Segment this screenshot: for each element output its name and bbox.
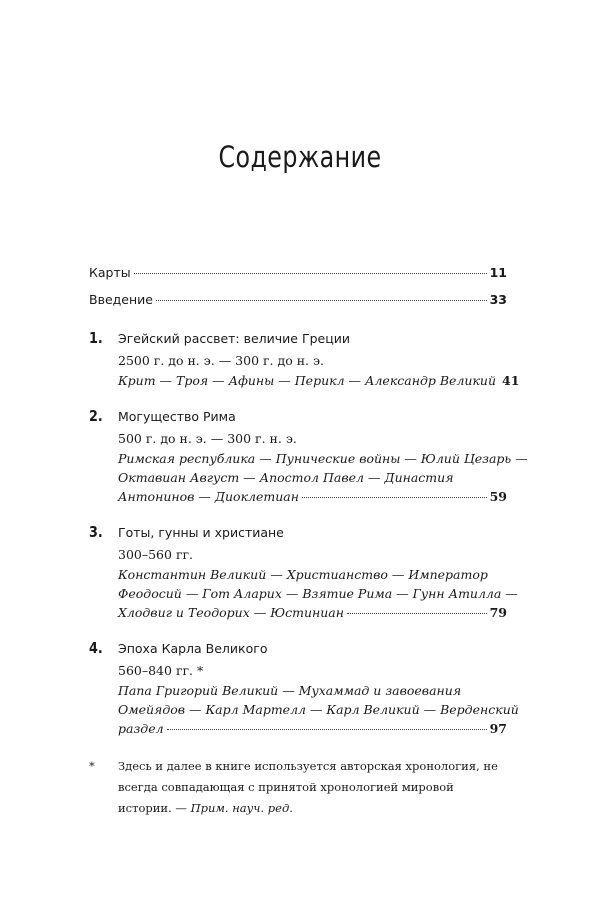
page-title: Содержание (218, 140, 382, 174)
chapter-dates: 300–560 гг. (118, 547, 194, 562)
chapter-topics: Феодосий — Гот Аларих — Взятие Рима — Гунн Атилла — (118, 586, 518, 601)
chapter-topics-last-line[interactable] (118, 605, 507, 620)
toc-entry-maps[interactable] (89, 265, 507, 280)
toc-entry-label: Введение (89, 292, 153, 307)
toc-page-number: 11 (489, 265, 507, 280)
toc-page-number: 59 (489, 489, 507, 504)
chapter-title[interactable]: Могущество Рима (118, 409, 236, 424)
toc-page-number: 33 (489, 292, 507, 307)
chapter-topics: Омейядов — Карл Мартелл — Карл Великий — Верденский (118, 702, 519, 717)
dot-leader (167, 729, 487, 730)
footnote-text: Здесь и далее в книге используется авторская хронология, не всегда совпадающая с принятой хронологией мировой истории. — (118, 759, 498, 815)
footnote-body (118, 756, 509, 819)
chapter-dates: 2500 г. до н. э. — 300 г. до н. э. (118, 353, 324, 368)
dot-leader (302, 497, 487, 498)
chapter-number: 3. (89, 523, 103, 541)
toc-page-number: 79 (489, 605, 507, 620)
toc-page-number: 41 (502, 373, 520, 388)
chapter-topics: раздел (118, 721, 164, 736)
footnote-mark: * (89, 759, 95, 773)
chapter-topics: Крит — Троя — Афины — Перикл — Александр Великий (118, 373, 497, 388)
chapter-topics: Октавиан Август — Апостол Павел — Династия (118, 470, 454, 485)
chapter-dates: 500 г. до н. э. — 300 г. н. э. (118, 431, 297, 446)
chapter-topics: Антонинов — Диоклетиан (118, 489, 299, 504)
dot-leader (156, 300, 487, 301)
toc-entry-introduction[interactable] (89, 292, 507, 307)
chapter-topics: Хлодвиг и Теодорих — Юстиниан (118, 605, 344, 620)
chapter-topics: Римская республика — Пунические войны — Юлий Цезарь — (118, 451, 528, 466)
chapter-number: 1. (89, 329, 103, 347)
toc-page-number: 97 (489, 721, 507, 736)
chapter-title[interactable]: Эгейский рассвет: величие Греции (118, 331, 350, 346)
chapter-number: 4. (89, 639, 103, 657)
chapter-dates: 560–840 гг. * (118, 663, 204, 678)
chapter-title[interactable]: Готы, гунны и христиане (118, 525, 284, 540)
toc-entry-label: Карты (89, 265, 131, 280)
chapter-title[interactable]: Эпоха Карла Великого (118, 641, 268, 656)
chapter-topics-last-line[interactable] (118, 373, 520, 388)
dot-leader (347, 613, 487, 614)
chapter-number: 2. (89, 407, 103, 425)
footnote (89, 756, 509, 819)
chapter-topics: Папа Григорий Великий — Мухаммад и завоевания (118, 683, 462, 698)
footnote-editor-note: Прим. науч. ред. (190, 801, 293, 815)
chapter-topics: Константин Великий — Христианство — Император (118, 567, 488, 582)
dot-leader (134, 273, 487, 274)
chapter-topics-last-line[interactable] (118, 721, 507, 736)
chapter-topics-last-line[interactable] (118, 489, 507, 504)
